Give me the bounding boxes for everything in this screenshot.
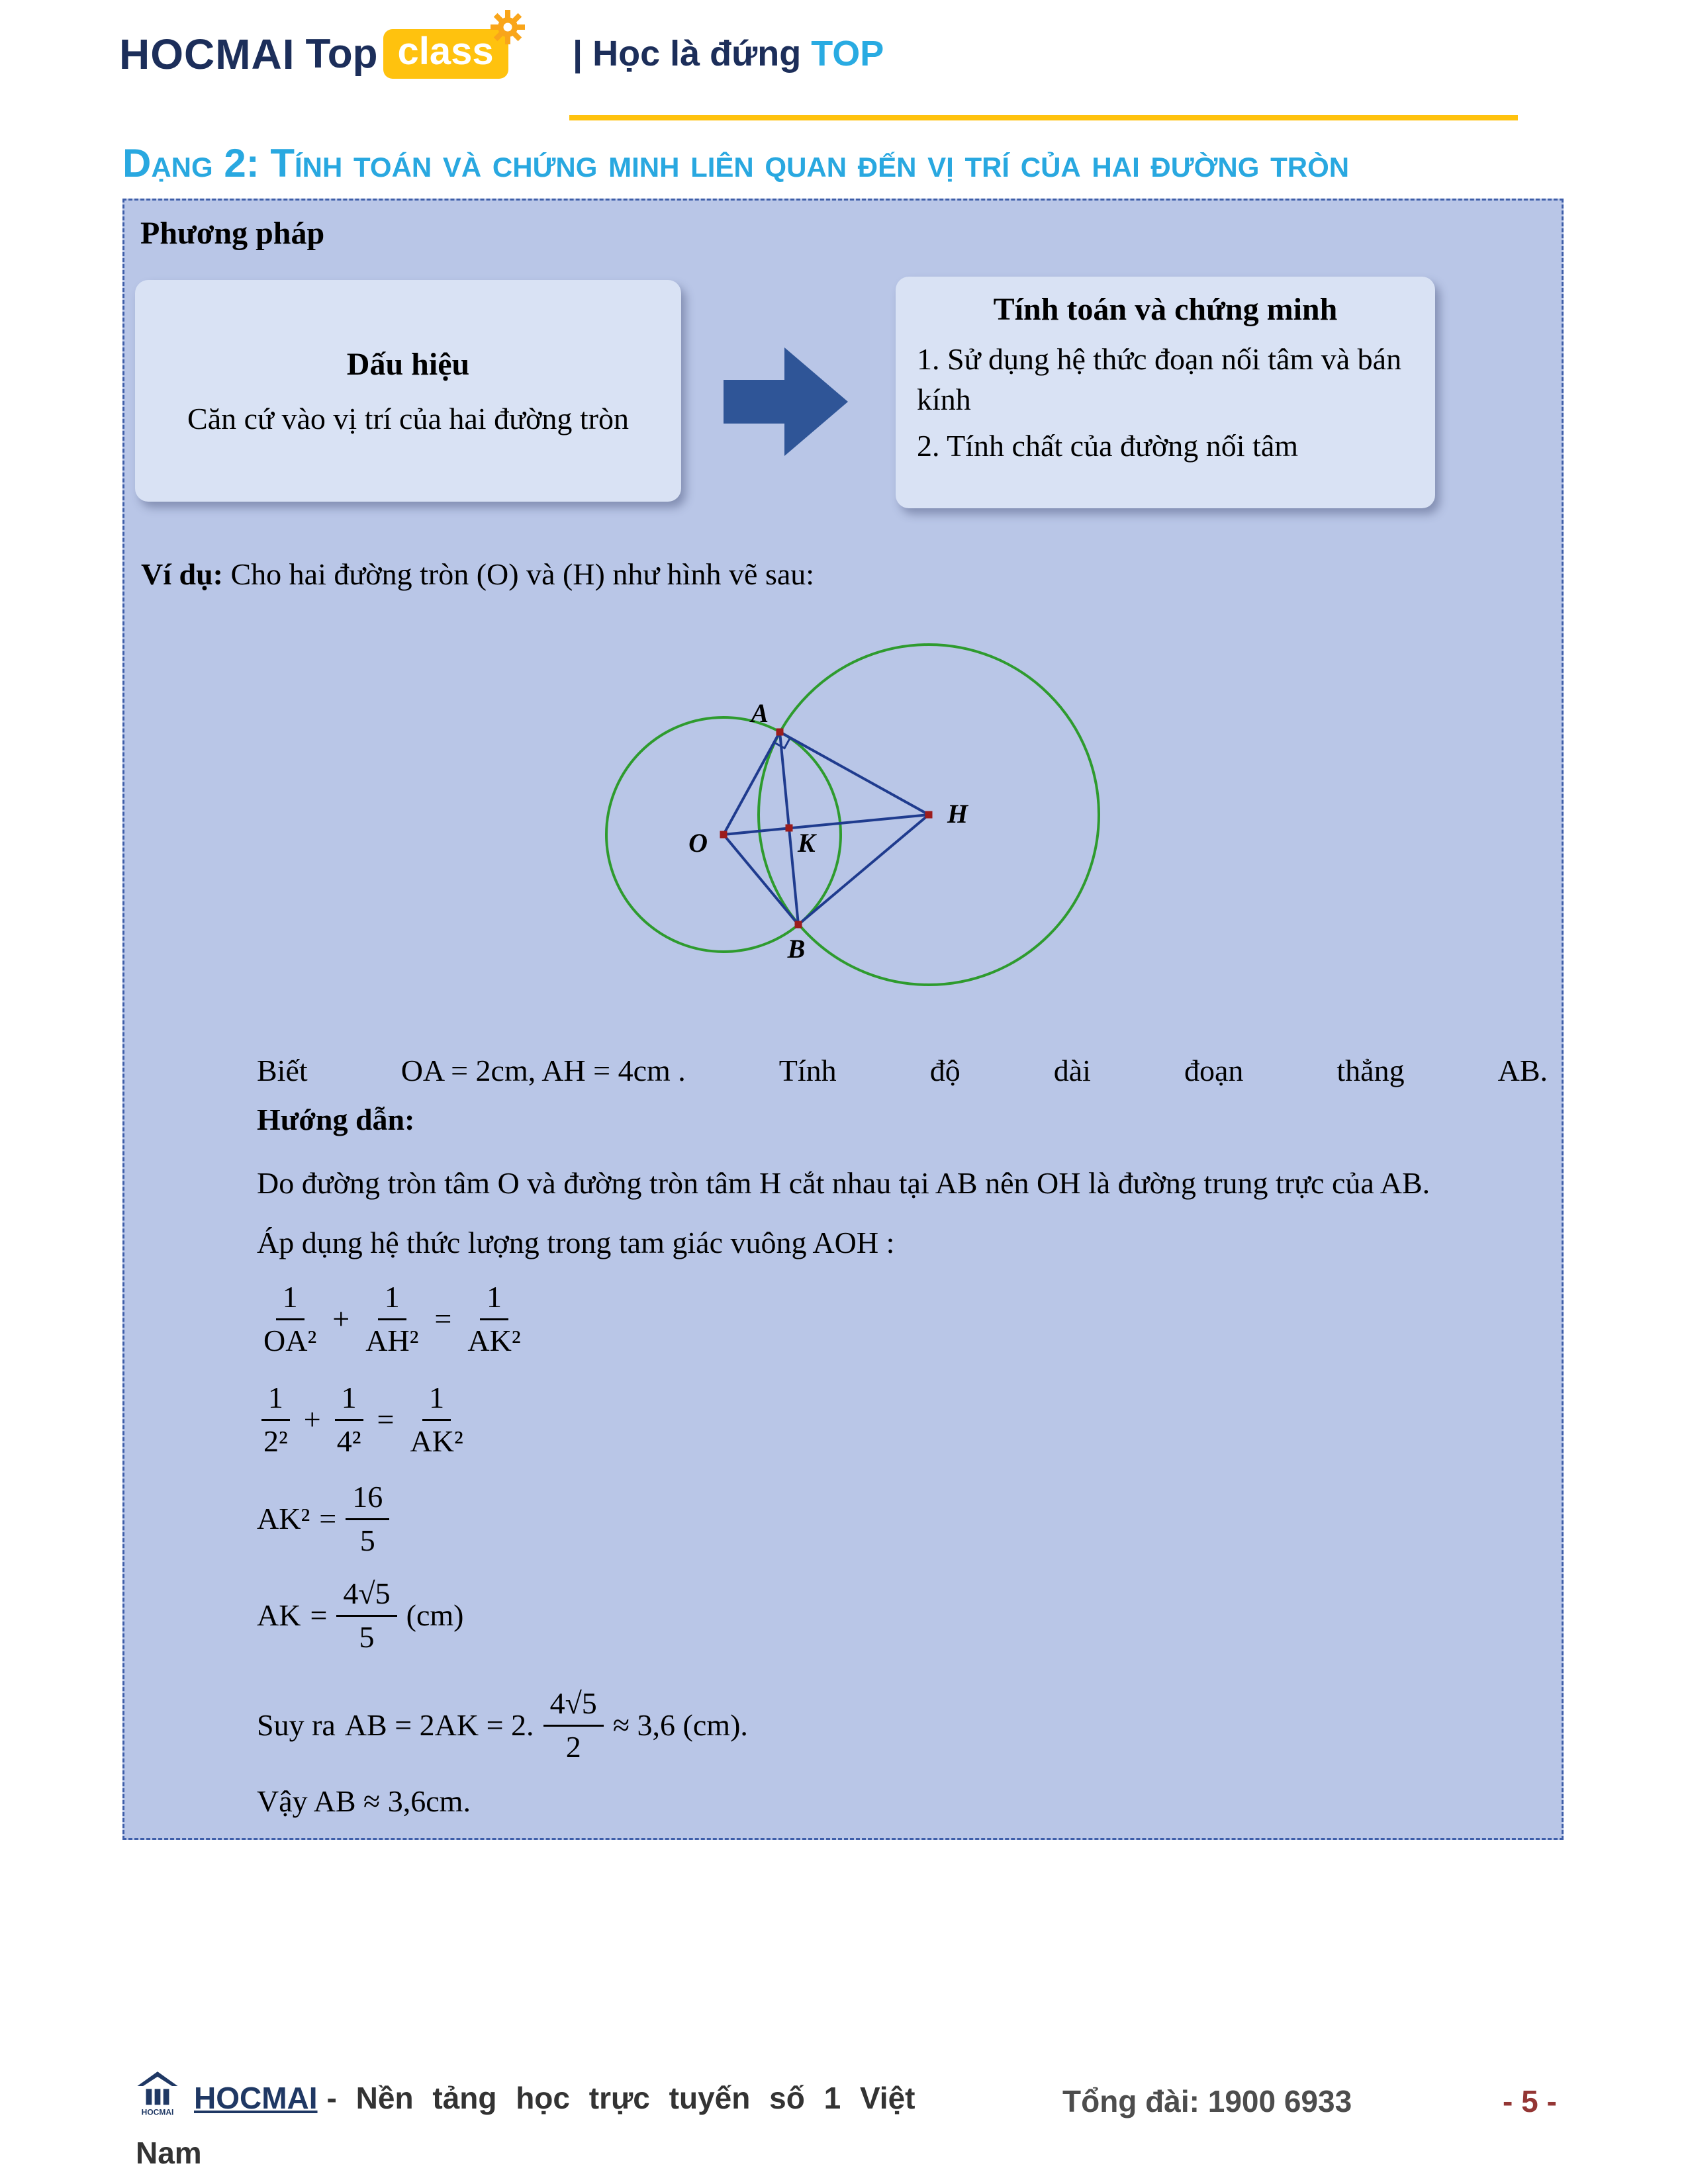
given-word: thẳng <box>1336 1054 1405 1087</box>
point-K <box>786 825 793 832</box>
footer-icon-text: HOCMAI <box>141 2107 174 2117</box>
label-H: H <box>947 799 968 829</box>
right-arrow-icon <box>724 347 848 456</box>
fraction-numerator: 1 <box>378 1279 406 1320</box>
equation-rhs: ≈ 3,6 (cm). <box>612 1708 748 1742</box>
two-circles-figure <box>585 616 1167 1036</box>
fraction-denominator: 4² <box>336 1424 361 1458</box>
equation-lhs: AK <box>257 1598 301 1632</box>
point-B <box>795 921 802 929</box>
fraction <box>330 1380 368 1459</box>
arrow-bar <box>724 380 784 424</box>
segment-OH <box>724 815 929 835</box>
logo-class-text: class <box>397 30 494 73</box>
fraction-numerator: 16 <box>346 1479 389 1520</box>
fraction-numerator: 1 <box>480 1279 508 1320</box>
logo-class-badge <box>383 29 508 79</box>
point-O <box>720 831 727 839</box>
sign-box <box>135 280 681 502</box>
unit: (cm) <box>406 1598 464 1632</box>
hocmai-topclass-logo <box>119 29 508 79</box>
fraction-denominator: AK² <box>467 1324 521 1357</box>
footer-brand-name: HOCMAI <box>194 2080 318 2115</box>
given-line <box>257 1053 1548 1088</box>
segment-AH <box>780 732 929 815</box>
solution-paragraph-1: Do đường tròn tâm O và đường tròn tâm H cắt nhau tại AB nên OH là đường trung trực của AB. <box>257 1166 1430 1200</box>
equals-sign: = <box>310 1598 328 1632</box>
sign-box-body: Căn cứ vào vị trí của hai đường tròn <box>187 401 629 435</box>
solution-paragraph-2: Áp dụng hệ thức lượng trong tam giác vuông AOH : <box>257 1226 895 1259</box>
gear-icon <box>490 9 526 48</box>
example-line <box>141 557 814 592</box>
fraction-denominator: AK² <box>410 1424 463 1458</box>
header-tagline <box>573 33 884 74</box>
equation-4 <box>257 1576 464 1655</box>
fraction-denominator: 5 <box>359 1524 375 1557</box>
calc-box-item-1: 1. Sử dụng hệ thức đoạn nối tâm và bán kính <box>917 342 1402 416</box>
hocmai-logo-icon <box>136 2070 179 2125</box>
example-text: Cho hai đường tròn (O) và (H) như hình vẽ sau: <box>222 557 815 591</box>
label-K: K <box>798 828 816 858</box>
fraction <box>461 1279 527 1358</box>
equation-lhs: AB = 2AK = 2. <box>344 1708 534 1742</box>
equation-prefix: Suy ra <box>257 1708 336 1742</box>
page-number: - 5 - <box>1503 2084 1557 2118</box>
fraction <box>336 1576 397 1655</box>
logo-top-text: Top <box>305 31 378 77</box>
fraction-denominator: AH² <box>365 1324 419 1357</box>
given-word: đoạn <box>1184 1054 1244 1087</box>
label-B: B <box>787 934 806 964</box>
given-word: Biết <box>257 1054 308 1087</box>
given-word: dài <box>1053 1054 1091 1087</box>
point-H <box>925 811 933 819</box>
given-word: độ <box>929 1054 961 1087</box>
solution-heading: Hướng dẫn: <box>257 1103 415 1136</box>
label-O: O <box>688 828 708 858</box>
calc-box-title: Tính toán và chứng minh <box>993 292 1338 327</box>
fraction-numerator: 1 <box>422 1380 451 1421</box>
conclusion-line: Vậy AB ≈ 3,6cm. <box>257 1784 471 1818</box>
equation-lhs: AK² <box>257 1502 310 1535</box>
equation-1 <box>257 1279 528 1358</box>
fraction-denominator: 2 <box>565 1730 581 1764</box>
arrow-head <box>784 347 848 456</box>
logo-hocmai-text: HOCMAI <box>119 30 295 78</box>
calc-box-item-2: 2. Tính chất của đường nối tâm <box>917 429 1299 463</box>
equals-sign: = <box>434 1302 452 1336</box>
equals-sign: = <box>319 1502 337 1535</box>
footer-brand-line <box>136 2070 915 2125</box>
method-label: Phương pháp <box>140 216 325 251</box>
method-panel <box>122 199 1564 1840</box>
footer-hotline: Tổng đài: 1900 6933 <box>1062 2084 1352 2118</box>
section-title: Dạng 2: Tính toán và chứng minh liên quan đến vị trí của hai đường tròn <box>122 141 1350 185</box>
fraction-numerator: 1 <box>261 1380 290 1421</box>
given-word: AB. <box>1497 1054 1548 1087</box>
label-A: A <box>751 698 769 728</box>
given-values: OA = 2cm, AH = 4cm . <box>400 1054 686 1087</box>
header-underline <box>569 115 1518 120</box>
segment-BH <box>798 815 929 925</box>
figure-segments <box>724 732 929 925</box>
sign-box-title: Dấu hiệu <box>346 346 470 382</box>
footer-tagline: - Nền tảng học trực tuyến số 1 Việt <box>326 2080 915 2115</box>
fraction <box>543 1686 604 1764</box>
fraction-denominator: OA² <box>263 1324 317 1357</box>
fraction <box>257 1380 295 1459</box>
equals-sign: = <box>377 1402 395 1436</box>
operator: + <box>332 1302 350 1336</box>
fraction-denominator: 2² <box>263 1424 288 1458</box>
example-label: Ví dụ: <box>141 557 223 591</box>
operator: + <box>303 1402 321 1436</box>
tagline-top-word: TOP <box>811 34 884 73</box>
tagline-prefix: | Học là đứng <box>573 34 812 73</box>
point-A <box>776 729 784 736</box>
equation-5 <box>257 1686 748 1764</box>
fraction-numerator: 1 <box>276 1279 305 1320</box>
calc-box <box>896 277 1435 508</box>
fraction-numerator: 1 <box>335 1380 363 1421</box>
fraction-numerator: 4√5 <box>543 1686 604 1727</box>
given-word: Tính <box>778 1054 837 1087</box>
equation-3 <box>257 1479 389 1558</box>
segment-AO <box>724 732 780 835</box>
fraction-denominator: 5 <box>359 1620 375 1654</box>
equation-2 <box>257 1380 470 1459</box>
fraction <box>257 1279 323 1358</box>
fraction <box>359 1279 425 1358</box>
fraction-numerator: 4√5 <box>336 1576 397 1617</box>
fraction <box>346 1479 389 1558</box>
footer-tagline-wrap: Nam <box>136 2136 202 2170</box>
fraction <box>404 1380 470 1459</box>
